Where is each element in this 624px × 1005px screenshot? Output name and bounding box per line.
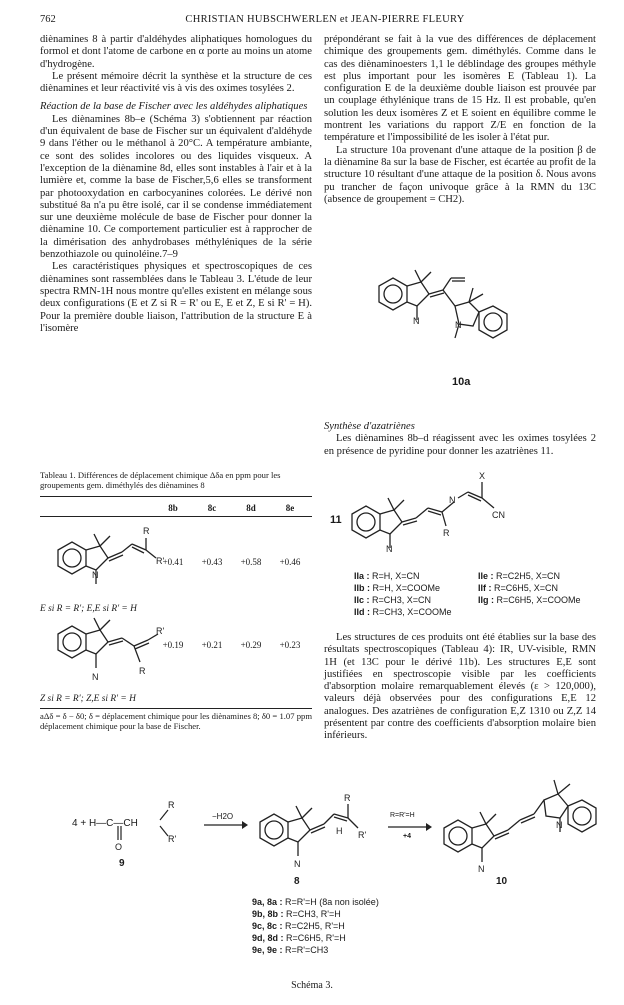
scheme3-mol10-N2: N: [556, 820, 563, 830]
scheme3-reactant-bonds: [110, 808, 180, 848]
scheme3-mol8-R: R: [344, 793, 351, 803]
scheme3-arrow2-top: R=R'=H: [390, 812, 415, 819]
molecule-11-label: 11: [330, 514, 342, 526]
scheme3-mol10-N1: N: [478, 864, 485, 874]
scheme3-molecule-8: [252, 792, 382, 872]
table1-note: aΔδ = δ − δ0; δ = déplacement chimique pour les diènamines 8; δ0 = 1.07 ppm déplacement chimique pour la base de Fischer.: [40, 711, 312, 731]
table1-mol2-Rp: R': [156, 626, 165, 636]
compounds-11-right: [478, 570, 598, 606]
list-item: 9b, 8b : R=CH3, R'=H: [252, 909, 341, 919]
mol11-N-imine: N: [449, 495, 456, 505]
page-number: 762: [40, 14, 56, 25]
scheme3-label-9: 9: [119, 858, 125, 869]
scheme3-reactant-O: O: [115, 842, 123, 852]
table1-r1-8d: +0.58: [240, 557, 262, 567]
list-item: 9d, 8d : R=C6H5, R'=H: [252, 933, 346, 943]
scheme3-label-8: 8: [294, 876, 300, 887]
scheme3-reactant-Rp: R': [168, 834, 177, 844]
right-paragraph-2: La structure 10a provenant d'une attaque de la position β de la diènamine 8a sur la base de Fischer, est écartée au profit de la structure 10 résultant d'une attaque de la position δ. Nous avons pu trancher de façon univoque grâce à la RMN du 13C (absence de groupement = CH2).: [324, 144, 596, 205]
list-item: 9a, 8a : R=R'=H (8a non isolée): [252, 897, 379, 907]
right-column-top: [324, 34, 596, 206]
scheme3-mol8-N: N: [294, 859, 301, 869]
mol10a-N2: N: [455, 320, 462, 330]
mol10a-N1: N: [413, 316, 420, 326]
table1-mol1-R: R: [143, 526, 150, 536]
table1-bottom-rule: [40, 708, 312, 709]
list-item: IId : R=CH3, X=COOMe: [354, 607, 452, 617]
scheme3-arrow1: [204, 820, 248, 830]
running-authors: CHRISTIAN HUBSCHWERLEN et JEAN-PIERRE FLEURY: [185, 14, 465, 25]
table1-molecule-e: [44, 520, 174, 600]
list-item: IIb : R=H, X=COOMe: [354, 583, 441, 593]
list-item: IIg : R=C6H5, X=COOMe: [478, 595, 581, 605]
right-paragraph-4: Les structures de ces produits ont été établies sur la base des résultats spectroscopiques (Tableau 4): IR, UV-visible, RMN 1H (et 13C pour le dérivé 11b). Les structures E,E sont justifiées en spectroscopie visible par les coefficients d'absorption molaire remarquablement élevés (ε > 120,000), valeurs déjà observées pour des configurations E,E 12 analogues. Des azatriènes de configuration E,Z 1310 ou Z,Z 14 présentent par contre des coefficients d'absorption molaire bien inférieurs.: [324, 632, 596, 742]
table1-r1-8c: +0.43: [201, 557, 223, 567]
mol11-CN: CN: [492, 510, 505, 520]
left-paragraph-4: Les caractéristiques physiques et spectroscopiques de ces diènamines sont rassemblées dans le Tableau 3. L'étude de leur spectra RMN-1H nous montre qu'elles existent en mélange sous deux configurations (E et Z si R = R' ou E, E et Z, E si R' = H). Pour la première double liaison, l'attribution de la structure E à l'isomère: [40, 261, 312, 334]
list-item: IIf : R=C6H5, X=CN: [478, 583, 559, 593]
molecule-10a: [365, 262, 545, 392]
molecule-10a-label: 10a: [452, 376, 471, 388]
compounds-11-left: [354, 570, 474, 618]
right-column-bottom: [324, 632, 596, 743]
molecule-11: [344, 470, 594, 570]
list-item: IIc : R=CH3, X=CN: [354, 595, 432, 605]
table1-col-8d: 8d: [246, 503, 256, 513]
list-item: 9c, 8c : R=C2H5, R'=H: [252, 921, 345, 931]
table1-row1-label: E si R = R'; E,E si R' = H: [40, 604, 137, 614]
list-item: IIe : R=C2H5, X=CN: [478, 571, 561, 581]
section-heading-fischer: Réaction de la base de Fischer avec les aldéhydes aliphatiques: [40, 101, 308, 113]
table1-r2-8d: +0.29: [240, 640, 262, 650]
table1-mol2-N: N: [92, 672, 99, 682]
table1-col-8e: 8e: [285, 503, 295, 513]
mol11-R: R: [443, 528, 450, 538]
table1-r1-8b: +0.41: [162, 557, 184, 567]
left-column: [40, 34, 312, 335]
table1-caption-text: Tableau 1. Différences de déplacement chimique Δδa en ppm pour les groupements gem. diméthylés des diènamines 8: [40, 470, 281, 490]
scheme3-mol8-H: H: [336, 826, 343, 836]
left-paragraph-3: Les diènamines 8b–e (Schéma 3) s'obtiennent par réaction d'un équivalent de base de Fischer sur un équivalent d'aldéhyde 9 dans l'éther ou le méthanol à 20°C. A température ambiante, ce sont des solides incolores ou des liquides visqueux. A l'exception de la diènamine 8d, elles sont instables à l'air et à la lumière et, comme la base de Fischer,5,6 elles se transforment par photooxydation en carbocyanines colorées. Le dérivé non substitué 8a n'a pu être isolé, car il se condense immédiatement sur une deuxième molécule de base de Fischer pour donner la diènamine 10. Ce comportement particulier est à rapprocher de la dimérisation des anhydrobases méthyléniques de la série benzothiazole ou quinoléine.7–9: [40, 113, 312, 261]
table1-mol1-Rp: R': [156, 556, 165, 566]
mol11-N-ring: N: [386, 544, 393, 554]
table1-mol2-R: R: [139, 666, 146, 676]
scheme3-arrow2: [388, 822, 432, 832]
table1-r2-8b: +0.19: [162, 640, 184, 650]
table1-caption: [40, 470, 312, 490]
right-column-mid: [324, 421, 596, 458]
table1-header-rule: [40, 516, 312, 517]
running-header: [40, 14, 610, 28]
table1-col-8c: 8c: [207, 503, 217, 513]
table1-col-8b: 8b: [168, 503, 178, 513]
scheme3-compounds: [252, 896, 452, 956]
list-item: 9e, 9e : R=R'=CH3: [252, 945, 329, 955]
list-item: IIa : R=H, X=CN: [354, 571, 420, 581]
right-paragraph-1: prépondérant se fait à la vue des différences de déplacement chimique des groupements gem. diméthylés. Comme dans le cas des diènaminoesters 1,1 le déblindage des groupes méthyle est plus important pour les isomères E (Tableau 1). La configuration E de la deuxième double liaison est prouvée par un couplage éthylénique trans de 15 Hz. Il est probable, qu'en solution les deux isomères Z et E soient en équilibre comme le montrent les variations du rapport Z/E en fonction de la température et l'impossibilité de les isoler à l'état pur.: [324, 34, 596, 144]
scheme3-arrow2-bottom: +4: [403, 833, 411, 840]
left-paragraph-1: diènamines 8 à partir d'aldéhydes aliphatiques homologues du formol et dont l'atome de carbone en α porte au moins un atome d'hydrogène.: [40, 34, 312, 70]
scheme3-caption: Schéma 3.: [291, 980, 333, 991]
table1-row2-label: Z si R = R'; Z,E si R' = H: [40, 694, 136, 704]
scheme3-molecule-10: [436, 770, 616, 880]
table1-r2-8c: +0.21: [201, 640, 223, 650]
table1-mol1-N: N: [92, 570, 99, 580]
right-paragraph-3: Les diènamines 8b–d réagissent avec les oximes tosylées 2 en présence de pyridine pour donner les azatriènes 11.: [324, 433, 596, 457]
scheme3-reactant-formula: 4 + H—C—CH: [72, 818, 138, 829]
table1-molecule-z: [44, 612, 174, 692]
scheme3-arrow1-label: −H2O: [212, 812, 234, 821]
table1-r1-8e: +0.46: [279, 557, 301, 567]
left-paragraph-2: Le présent mémoire décrit la synthèse et la structure de ces diènamines et leur réactivité vis à vis des oximes tosylées 2.: [40, 70, 312, 95]
table1-top-rule: [40, 496, 312, 497]
scheme3-mol8-Rp: R': [358, 830, 367, 840]
section-heading-azatrienes: Synthèse d'azatriènes: [324, 421, 415, 432]
mol11-X: X: [479, 471, 486, 481]
scheme3-reactant-R: R: [168, 800, 175, 810]
scheme3-label-10: 10: [496, 876, 508, 887]
table1-r2-8e: +0.23: [279, 640, 301, 650]
